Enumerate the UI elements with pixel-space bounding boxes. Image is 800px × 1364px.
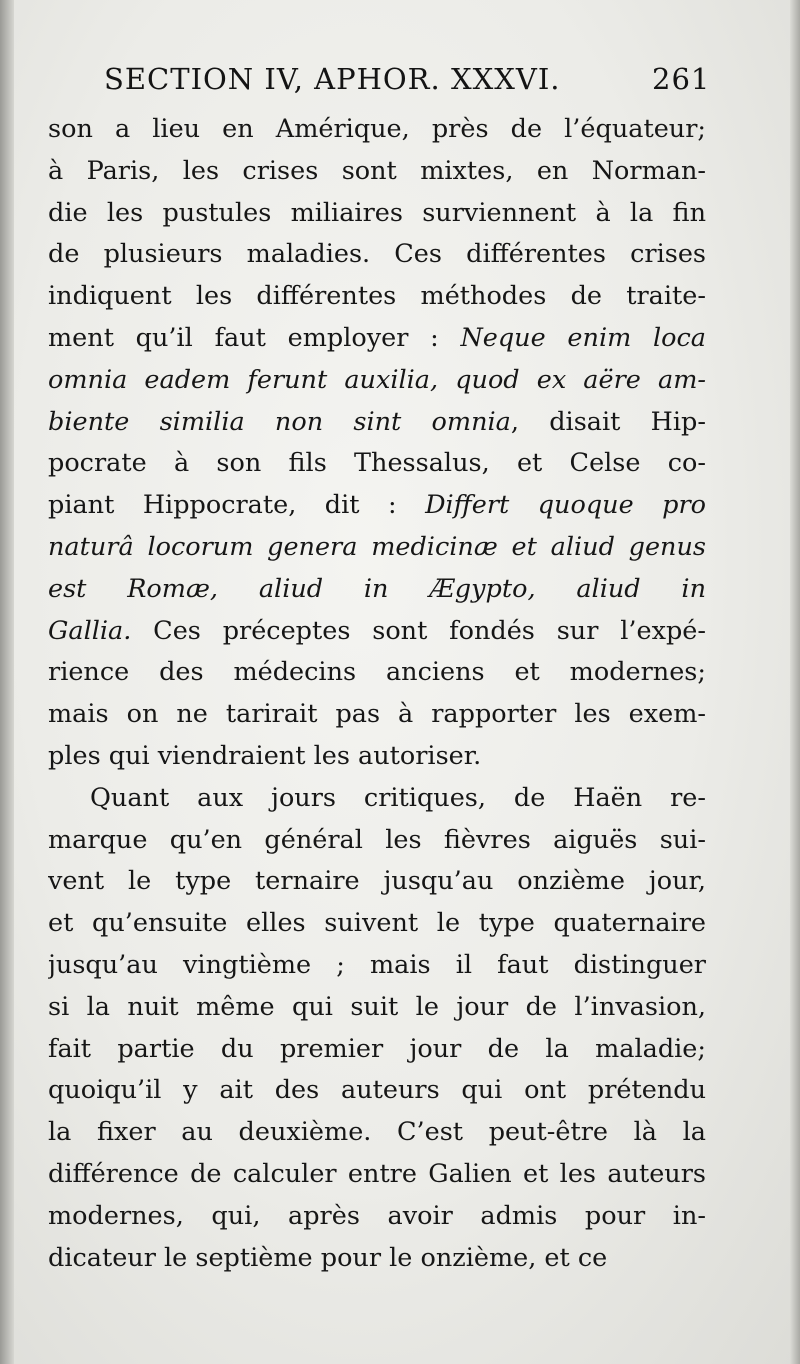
text-line	[48, 569, 706, 611]
text-segment: son a lieu en Amérique, près de l’équateur;	[48, 114, 706, 144]
page-number: 261	[652, 62, 711, 96]
running-head-title: SECTION IV, APHOR. XXXVI.	[104, 62, 561, 96]
italic-text: est Romæ, aliud in Ægypto, aliud in	[48, 573, 706, 604]
text-line	[48, 527, 706, 569]
text-segment: quoiqu’il y ait des auteurs qui ont prétendu	[48, 1075, 706, 1106]
page-edge-shadow-right	[790, 0, 800, 1364]
text-line	[48, 987, 706, 1029]
text-line	[48, 1029, 706, 1071]
text-segment: indiquent les différentes méthodes de traite-	[48, 281, 706, 312]
text-line	[48, 1238, 706, 1280]
text-segment: piant Hippocrate, dit :	[48, 490, 426, 521]
text-segment: et qu’ensuite elles suivent le type quaternaire	[48, 908, 706, 939]
text-segment: dicateur le septième pour le onzième, et ce	[48, 1242, 608, 1273]
text-line	[48, 151, 706, 193]
text-line	[48, 1112, 706, 1154]
text-segment: die les pustules miliaires surviennent à la fin	[48, 197, 706, 228]
italic-text: Differt quoque pro	[425, 490, 706, 521]
text-line	[48, 652, 706, 694]
text-line	[48, 903, 706, 945]
italic-text: Gallia.	[48, 615, 132, 646]
text-line	[48, 234, 706, 276]
text-segment: fait partie du premier jour de la maladie;	[48, 1033, 706, 1064]
text-line	[48, 276, 706, 318]
text-segment: la fixer au deuxième. C’est peut-être là la	[48, 1117, 706, 1148]
text-line	[48, 109, 706, 151]
text-segment: vent le type ternaire jusqu’au onzième jour,	[48, 866, 706, 897]
text-segment: rience des médecins anciens et modernes;	[48, 657, 706, 688]
text-segment: marque qu’en général les fièvres aiguës sui-	[48, 824, 706, 855]
text-line	[48, 611, 706, 653]
running-head	[0, 56, 800, 102]
text-line	[48, 360, 706, 402]
page-edge-shadow-left	[0, 0, 14, 1364]
text-line	[48, 820, 706, 862]
text-segment: jusqu’au vingtième ; mais il faut distinguer	[48, 949, 706, 980]
text-line	[48, 1070, 706, 1112]
italic-text: biente similia non sint omnia	[48, 406, 511, 437]
text-line	[48, 193, 706, 235]
text-line	[48, 736, 706, 778]
text-line	[48, 485, 706, 527]
text-segment: mais on ne tarirait pas à rapporter les exem-	[48, 699, 706, 730]
text-segment: ples qui viendraient les autoriser.	[48, 740, 482, 771]
text-segment: si la nuit même qui suit le jour de l’invasion,	[48, 991, 706, 1022]
text-line	[48, 778, 706, 820]
text-segment: , disait Hip-	[510, 406, 706, 437]
text-segment: Ces préceptes sont fondés sur l’expé-	[131, 615, 706, 646]
italic-text: naturâ locorum genera medicinæ et aliud genus	[48, 531, 706, 562]
italic-text: Neque enim loca	[460, 322, 706, 353]
text-segment: de plusieurs maladies. Ces différentes crises	[48, 239, 706, 270]
text-line	[48, 402, 706, 444]
text-segment: Quant aux jours critiques, de Haën re-	[90, 782, 706, 813]
text-line	[48, 945, 706, 987]
text-line	[48, 694, 706, 736]
text-line	[48, 1196, 706, 1238]
text-segment: pocrate à son fils Thessalus, et Celse co-	[48, 448, 706, 479]
text-segment: différence de calculer entre Galien et les auteurs	[48, 1158, 706, 1189]
text-line	[48, 318, 706, 360]
text-line	[48, 1154, 706, 1196]
text-line	[48, 861, 706, 903]
text-segment: modernes, qui, après avoir admis pour in-	[48, 1200, 706, 1231]
body-text	[48, 109, 706, 1279]
text-segment: à Paris, les crises sont mixtes, en Norman-	[48, 155, 706, 186]
text-segment: ment qu’il faut employer :	[48, 322, 461, 353]
italic-text: omnia eadem ferunt auxilia, quod ex aëre am-	[48, 364, 706, 395]
text-line	[48, 443, 706, 485]
